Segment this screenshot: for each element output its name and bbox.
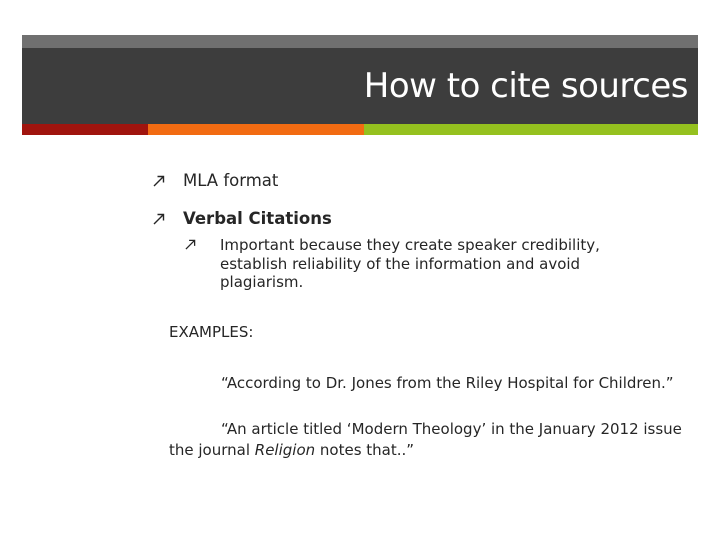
accent-bar-green	[364, 124, 698, 135]
slide-title: How to cite sources	[363, 66, 688, 106]
quote-text: “An article titled ‘Modern Theology’ in the January 2012 issue the journal	[169, 420, 682, 459]
example-quote-2	[169, 419, 689, 461]
bullet-text: MLA format	[183, 171, 279, 190]
sub-bullet-importance	[185, 236, 650, 292]
examples-label: EXAMPLES:	[169, 323, 254, 341]
title-bar	[22, 48, 698, 124]
arrow-up-right-icon	[153, 213, 165, 225]
title-band-top	[22, 35, 698, 48]
quote-text: notes that..”	[315, 441, 415, 459]
sub-bullet-text: Important because they create speaker credibility, establish reliability of the information and avoid plagiarism.	[220, 236, 600, 291]
accent-bar-red	[22, 124, 148, 135]
arrow-up-right-icon	[185, 239, 196, 250]
accent-bar-orange	[148, 124, 364, 135]
arrow-up-right-icon	[153, 175, 165, 187]
bullet-mla-format	[153, 171, 278, 190]
journal-title: Religion	[254, 441, 316, 459]
bullet-text: Verbal Citations	[183, 209, 332, 228]
bullet-verbal-citations	[153, 209, 332, 228]
example-quote-1: “According to Dr. Jones from the Riley Hospital for Children.”	[221, 374, 674, 392]
